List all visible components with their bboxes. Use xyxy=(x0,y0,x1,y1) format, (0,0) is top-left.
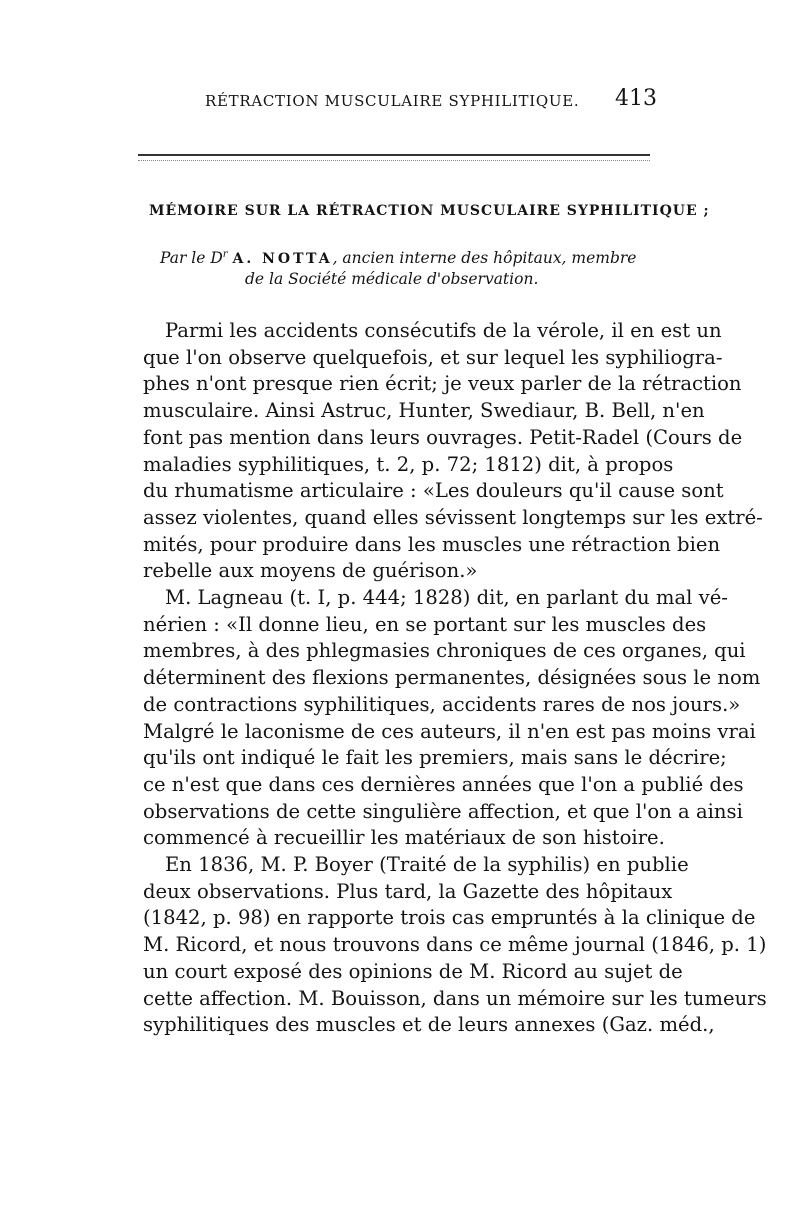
text-line: assez violentes, quand elles sévissent longtemps sur les extré- xyxy=(143,505,763,529)
text-line: que l'on observe quelquefois, et sur lequel les syphiliogra- xyxy=(143,345,723,369)
header-rule-thin xyxy=(138,160,650,161)
byline-line-1 xyxy=(160,245,660,269)
header-rule xyxy=(138,154,650,156)
text-line: deux observations. Plus tard, la Gazette des hôpitaux xyxy=(143,879,673,903)
byline-sup: r xyxy=(222,249,228,260)
text-line: mités, pour produire dans les muscles une rétraction bien xyxy=(143,532,721,556)
page-number: 413 xyxy=(615,86,657,111)
text-line: Parmi les accidents consécutifs de la vérole, il en est un xyxy=(165,319,722,342)
byline-line-2: de la Société médicale d'observation. xyxy=(245,270,539,289)
text-line: nérien : «Il donne lieu, en se portant sur les muscles des xyxy=(143,612,707,636)
text-line: font pas mention dans leurs ouvrages. Petit-Radel (Cours de xyxy=(143,425,743,449)
text-line: de contractions syphilitiques, accidents rares de nos jours.» xyxy=(143,692,741,716)
text-line: qu'ils ont indiqué le fait les premiers, mais sans le décrire; xyxy=(143,746,727,770)
text-line: commencé à recueillir les matériaux de son histoire. xyxy=(143,826,665,850)
text-line: observations de cette singulière affection, et que l'on a ainsi xyxy=(143,799,743,823)
text-line: membres, à des phlegmasies chroniques de ces organes, qui xyxy=(143,639,746,663)
text-line: M. Lagneau (t. I, p. 444; 1828) dit, en parlant du mal vé- xyxy=(165,586,728,610)
text-line: Malgré le laconisme de ces auteurs, il n'en est pas moins vrai xyxy=(143,719,756,743)
body-text xyxy=(143,318,767,1039)
text-line: cette affection. M. Bouisson, dans un mémoire sur les tumeurs xyxy=(143,986,767,1010)
running-title: RÉTRACTION MUSCULAIRE SYPHILITIQUE. xyxy=(205,92,580,110)
text-line: maladies syphilitiques, t. 2, p. 72; 1812) dit, à propos xyxy=(143,452,674,476)
text-line: musculaire. Ainsi Astruc, Hunter, Swediaur, B. Bell, n'en xyxy=(143,399,705,423)
author-name: A. NOTTA xyxy=(232,251,333,268)
text-line: M. Ricord, et nous trouvons dans ce même journal (1846, p. 1) xyxy=(143,933,767,957)
byline-rest: , ancien interne des hôpitaux, membre xyxy=(332,249,637,268)
byline xyxy=(160,245,660,289)
byline-prefix: Par le D xyxy=(160,249,223,268)
text-line: déterminent des flexions permanentes, désignées sous le nom xyxy=(143,666,761,690)
text-line: rebelle aux moyens de guérison.» xyxy=(143,559,478,583)
text-line: En 1836, M. P. Boyer (Traité de la syphilis) en publie xyxy=(165,853,689,877)
text-line: syphilitiques des muscles et de leurs annexes (Gaz. méd., xyxy=(143,1013,715,1037)
text-line: (1842, p. 98) en rapporte trois cas empruntés à la clinique de xyxy=(143,906,756,930)
text-line: un court exposé des opinions de M. Ricord au sujet de xyxy=(143,959,683,983)
running-head xyxy=(0,86,800,118)
text-line: du rhumatisme articulaire : «Les douleurs qu'il cause sont xyxy=(143,479,724,503)
text-line: phes n'ont presque rien écrit; je veux parler de la rétraction xyxy=(143,372,742,396)
text-line: ce n'est que dans ces dernières années que l'on a publié des xyxy=(143,772,744,796)
memoir-title: MÉMOIRE SUR LA RÉTRACTION MUSCULAIRE SYPHILITIQUE ; xyxy=(149,203,710,219)
